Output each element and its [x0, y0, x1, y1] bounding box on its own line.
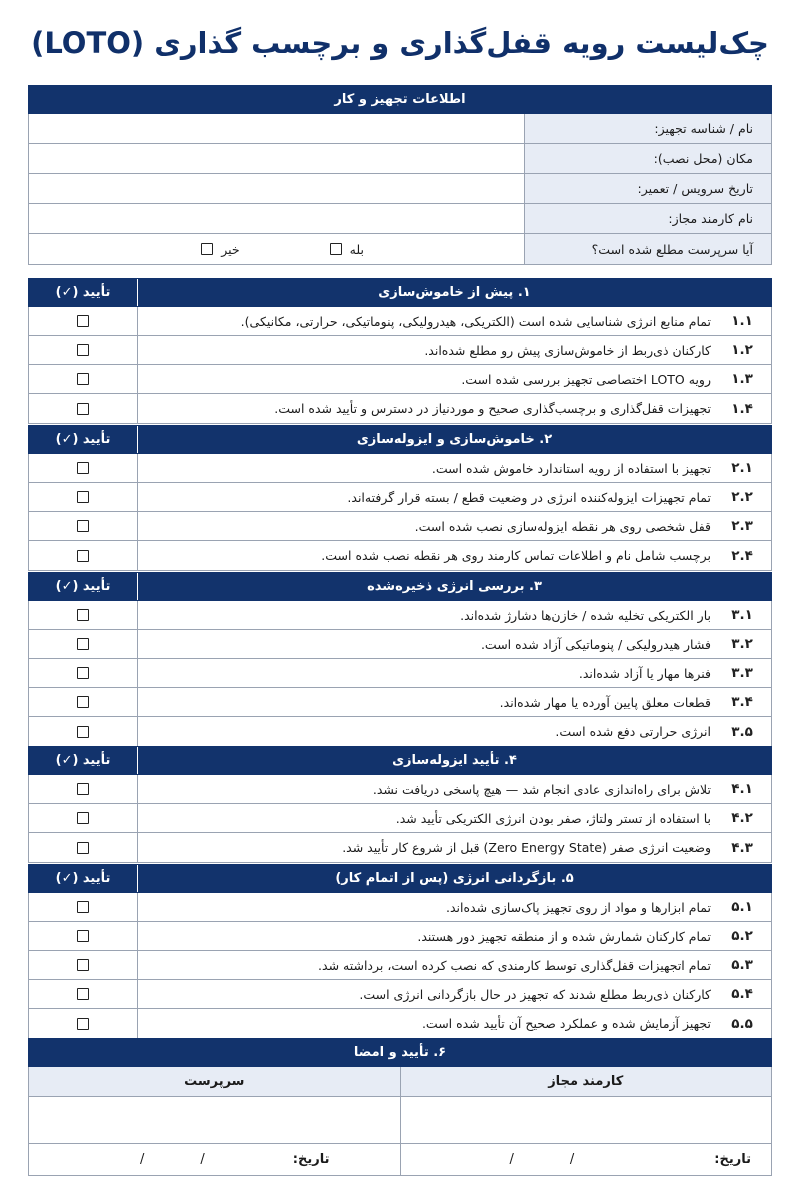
section-header [28, 746, 772, 775]
no-label: خیر [221, 241, 240, 257]
signature-section [28, 1038, 772, 1176]
date-separator: / [200, 1152, 205, 1167]
item-checkbox[interactable] [77, 930, 89, 942]
employee-name-field[interactable] [29, 204, 524, 233]
checklist-item [29, 541, 771, 570]
item-text: با استفاده از تستر ولتاژ، صفر بودن انرژی الکتریکی تأیید شد. [395, 810, 711, 826]
item-text: تمام منابع انرژی شناسایی شده است (الکتریکی، هیدرولیکی، پنوماتیکی، حرارتی، مکانیکی). [240, 313, 711, 329]
confirm-column-header: تأیید (✓) [29, 426, 138, 453]
checklist-item [29, 1009, 771, 1038]
location-label: مکان (محل نصب): [524, 144, 771, 173]
item-text: تمام اتجهیزات قفل‌گذاری توسط کارمندی که نصب کرده است، برداشته شد. [318, 957, 711, 973]
item-number: ۳.۲ [731, 636, 753, 652]
checklist-item [29, 688, 771, 717]
item-checkbox[interactable] [77, 373, 89, 385]
confirm-column-header: تأیید (✓) [29, 865, 138, 892]
section-header [28, 572, 772, 601]
item-number: ۱.۱ [731, 313, 753, 329]
section-header [28, 278, 772, 307]
item-checkbox[interactable] [77, 783, 89, 795]
confirm-column-header: تأیید (✓) [29, 573, 138, 600]
supervisor-date-label: تاریخ: [292, 1152, 330, 1167]
item-number: ۵.۲ [731, 928, 753, 944]
supervisor-signature-field[interactable] [29, 1097, 400, 1143]
item-number: ۴.۲ [731, 810, 753, 826]
item-number: ۱.۳ [731, 371, 753, 387]
info-row-location [29, 144, 771, 174]
item-text: تجهیز آزمایش شده و عملکرد صحیح آن تأیید شده است. [421, 1016, 711, 1031]
item-number: ۳.۴ [731, 694, 753, 710]
checklist-item [29, 893, 771, 922]
item-number: ۲.۲ [731, 489, 753, 505]
supervisor-notified-options [29, 234, 524, 264]
checklist-item [29, 717, 771, 746]
item-text: فشار هیدرولیکی / پنوماتیکی آزاد شده است. [480, 636, 711, 652]
date-separator: / [509, 1152, 514, 1167]
item-number: ۲.۱ [731, 460, 753, 476]
section-pre-shutdown [28, 278, 772, 424]
item-text: تمام تجهیزات ایزوله‌کننده انرژی در وضعیت قطع / بسته قرار گرفته‌اند. [347, 489, 711, 505]
item-checkbox[interactable] [77, 842, 89, 854]
item-number: ۳.۳ [731, 665, 753, 681]
signature-header [28, 1038, 772, 1067]
item-text: تجهیزات قفل‌گذاری و برچسب‌گذاری صحیح و موردنیاز در دسترس و تأیید شده است. [274, 401, 711, 416]
info-row-service-date [29, 174, 771, 204]
yes-checkbox[interactable] [330, 243, 342, 255]
checklist-item [29, 336, 771, 365]
item-checkbox[interactable] [77, 609, 89, 621]
item-checkbox[interactable] [77, 696, 89, 708]
item-text: وضعیت انرژی صفر (Zero Energy State) قبل از شروع کار تأیید شد. [342, 840, 711, 855]
location-field[interactable] [29, 144, 524, 173]
equipment-info-title: اطلاعات تجهیز و کار [334, 92, 466, 107]
confirm-column-header: تأیید (✓) [29, 747, 138, 774]
item-checkbox[interactable] [77, 491, 89, 503]
item-checkbox[interactable] [77, 520, 89, 532]
item-text: قفل شخصی روی هر نقطه ایزوله‌سازی نصب شده است. [414, 518, 711, 534]
equipment-id-field[interactable] [29, 114, 524, 143]
section-header [28, 425, 772, 454]
item-checkbox[interactable] [77, 812, 89, 824]
item-number: ۱.۴ [731, 400, 753, 417]
item-text: تجهیز با استفاده از رویه استاندارد خاموش شده است. [431, 460, 711, 476]
checklist-item [29, 922, 771, 951]
service-date-field[interactable] [29, 174, 524, 203]
item-number: ۴.۱ [731, 781, 753, 797]
employee-signature-field[interactable] [400, 1097, 772, 1143]
supervisor-column-label: سرپرست [184, 1074, 245, 1089]
item-checkbox[interactable] [77, 988, 89, 1000]
page-title: چک‌لیست رویه قفل‌گذاری و برچسب گذاری (LOTO) [31, 26, 769, 60]
item-checkbox[interactable] [77, 1018, 89, 1030]
equipment-info-section [28, 85, 772, 265]
checklist-item [29, 980, 771, 1009]
item-checkbox[interactable] [77, 550, 89, 562]
item-text: بار الکتریکی تخلیه شده / خازن‌ها دشارژ شده‌اند. [460, 607, 711, 623]
info-row-employee-name [29, 204, 771, 234]
employee-column-label: کارمند مجاز [400, 1067, 772, 1096]
equipment-id-label: نام / شناسه تجهیز: [524, 114, 771, 143]
item-number: ۴.۳ [731, 839, 753, 856]
checklist-item [29, 951, 771, 980]
checklist-item [29, 512, 771, 541]
item-number: ۲.۳ [731, 518, 753, 534]
item-text: برچسب شامل نام و اطلاعات تماس کارمند روی هر نقطه نصب شده است. [321, 548, 711, 563]
item-text: فنرها مهار یا آزاد شده‌اند. [578, 665, 711, 681]
item-text: کارکنان ذی‌ربط مطلع شدند که تجهیز در حال بازگردانی انرژی است. [359, 986, 711, 1002]
yes-label: بله [349, 241, 364, 257]
item-checkbox[interactable] [77, 462, 89, 474]
item-text: انرژی حرارتی دفع شده است. [555, 724, 711, 739]
checklist-item [29, 365, 771, 394]
equipment-info-header [28, 85, 772, 114]
item-number: ۵.۴ [731, 986, 753, 1002]
item-number: ۳.۵ [731, 723, 753, 740]
no-checkbox[interactable] [201, 243, 213, 255]
section-title: ۵. بازگردانی انرژی (پس از اتمام کار) [335, 871, 574, 886]
item-text: تلاش برای راه‌اندازی عادی انجام شد — هیچ پاسخی دریافت نشد. [372, 781, 711, 797]
equipment-info-table [28, 114, 772, 265]
item-number: ۵.۳ [731, 957, 753, 973]
checklist-item [29, 833, 771, 862]
item-text: تمام ابزارها و مواد از روی تجهیز پاک‌سازی شده‌اند. [445, 899, 711, 915]
section-stored-energy [28, 572, 772, 747]
item-number: ۵.۵ [731, 1015, 753, 1032]
confirm-column-header: تأیید (✓) [29, 279, 138, 306]
checklist-item [29, 483, 771, 512]
checklist-item [29, 630, 771, 659]
checklist-item [29, 775, 771, 804]
signature-title: ۶. تأیید و امضا [353, 1045, 447, 1060]
checklist-item [29, 454, 771, 483]
section-shutdown-isolation [28, 425, 772, 571]
date-separator: / [140, 1152, 145, 1167]
supervisor-notified-label: آیا سرپرست مطلع شده است؟ [524, 234, 771, 264]
section-title: ۳. بررسی انرژی ذخیره‌شده [367, 579, 542, 594]
item-checkbox[interactable] [77, 638, 89, 650]
info-row-supervisor-notified [29, 234, 771, 264]
section-header [28, 864, 772, 893]
section-title: ۲. خاموش‌سازی و ایزوله‌سازی [356, 432, 553, 447]
no-option[interactable] [201, 242, 239, 257]
service-date-label: تاریخ سرویس / تعمیر: [524, 174, 771, 203]
checklist-item [29, 601, 771, 630]
item-checkbox[interactable] [77, 315, 89, 327]
item-number: ۲.۴ [731, 547, 753, 564]
item-checkbox[interactable] [77, 403, 89, 415]
employee-date-field[interactable] [400, 1144, 772, 1175]
item-checkbox[interactable] [77, 901, 89, 913]
checklist-item [29, 307, 771, 336]
section-energy-restoration [28, 864, 772, 1039]
checklist-item [29, 394, 771, 423]
item-checkbox[interactable] [77, 667, 89, 679]
item-checkbox[interactable] [77, 726, 89, 738]
checklist-item [29, 804, 771, 833]
item-number: ۵.۱ [731, 899, 753, 915]
date-separator: / [569, 1152, 575, 1167]
section-title: ۴. تأیید ایزوله‌سازی [392, 753, 517, 768]
info-row-equipment-id [29, 114, 771, 144]
item-number: ۳.۱ [731, 607, 753, 623]
item-text: کارکنان ذی‌ربط از خاموش‌سازی پیش رو مطلع شده‌اند. [424, 342, 711, 358]
section-title: ۱. پیش از خاموش‌سازی [378, 285, 531, 300]
employee-date-label: تاریخ: [714, 1152, 751, 1167]
employee-name-label: نام کارمند مجاز: [524, 204, 771, 233]
item-text: رویه LOTO اختصاصی تجهیز بررسی شده است. [461, 371, 711, 387]
supervisor-date-field[interactable] [29, 1144, 400, 1175]
item-checkbox[interactable] [77, 959, 89, 971]
checklist-item [29, 659, 771, 688]
item-text: تمام کارکنان شمارش شده و از منطقه تجهیز دور هستند. [417, 928, 711, 944]
item-checkbox[interactable] [77, 344, 89, 356]
yes-option[interactable] [330, 242, 364, 257]
section-isolation-verification [28, 746, 772, 863]
item-number: ۱.۲ [731, 342, 753, 358]
item-text: قطعات معلق پایین آورده یا مهار شده‌اند. [499, 694, 711, 710]
